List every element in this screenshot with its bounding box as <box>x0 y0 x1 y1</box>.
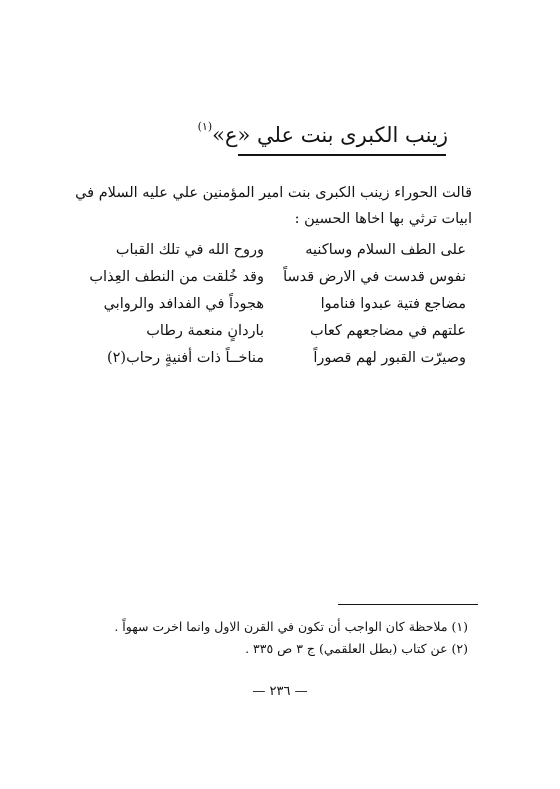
footnotes <box>88 616 468 660</box>
title-text: زينب الكبرى بنت علي «ع» <box>212 123 448 147</box>
footnote: (١) ملاحظة كان الواجب أن تكون في القرن الاول وانما اخرت سهواً . <box>114 619 468 634</box>
verse-second-hemistich: وروح الله في تلك القباب <box>115 242 264 258</box>
poem-verse <box>86 264 466 291</box>
verse-first-hemistich: وصيرّت القبور لهم قصوراً <box>313 350 466 366</box>
poem-verse <box>86 345 466 372</box>
intro-line: ابيات ترثي بها اخاها الحسين : <box>294 211 472 227</box>
footnote: (٢) عن كتاب (بطل العلقمي) ج ٣ ص ٣٣٥ . <box>245 641 468 656</box>
page-number: — ٢٣٦ — <box>252 684 308 699</box>
verse-first-hemistich: على الطف السلام وساكنيه <box>305 242 466 258</box>
verse-second-hemistich: مناخــاً ذات أفنيةٍ رحاب(٢) <box>106 350 264 366</box>
verse-first-hemistich: مضاجع فتية عبدوا فناموا <box>320 296 466 312</box>
verse-first-hemistich: علتهم في مضاجعهم كعاب <box>309 323 466 339</box>
footnote-separator <box>338 604 478 605</box>
intro-line: قالت الحوراء زينب الكبرى بنت امير المؤمنين علي عليه السلام في <box>75 185 472 201</box>
poem-verse <box>86 237 466 264</box>
intro-paragraph <box>75 180 472 232</box>
verse-second-hemistich: هجوداً في الفدافد والروابي <box>103 296 264 312</box>
poem <box>86 237 466 372</box>
title-underline <box>238 154 446 156</box>
poem-verse <box>86 318 466 345</box>
poem-verse <box>86 291 466 318</box>
title-footnote-ref: (١) <box>197 120 213 133</box>
verse-second-hemistich: باردانٍ منعمة رطاب <box>146 323 264 339</box>
page-title <box>197 116 448 150</box>
verse-second-hemistich: وقد خُلقت من النطف العِذاب <box>89 269 264 285</box>
verse-first-hemistich: نفوس قدست في الارض قدساً <box>283 269 466 285</box>
